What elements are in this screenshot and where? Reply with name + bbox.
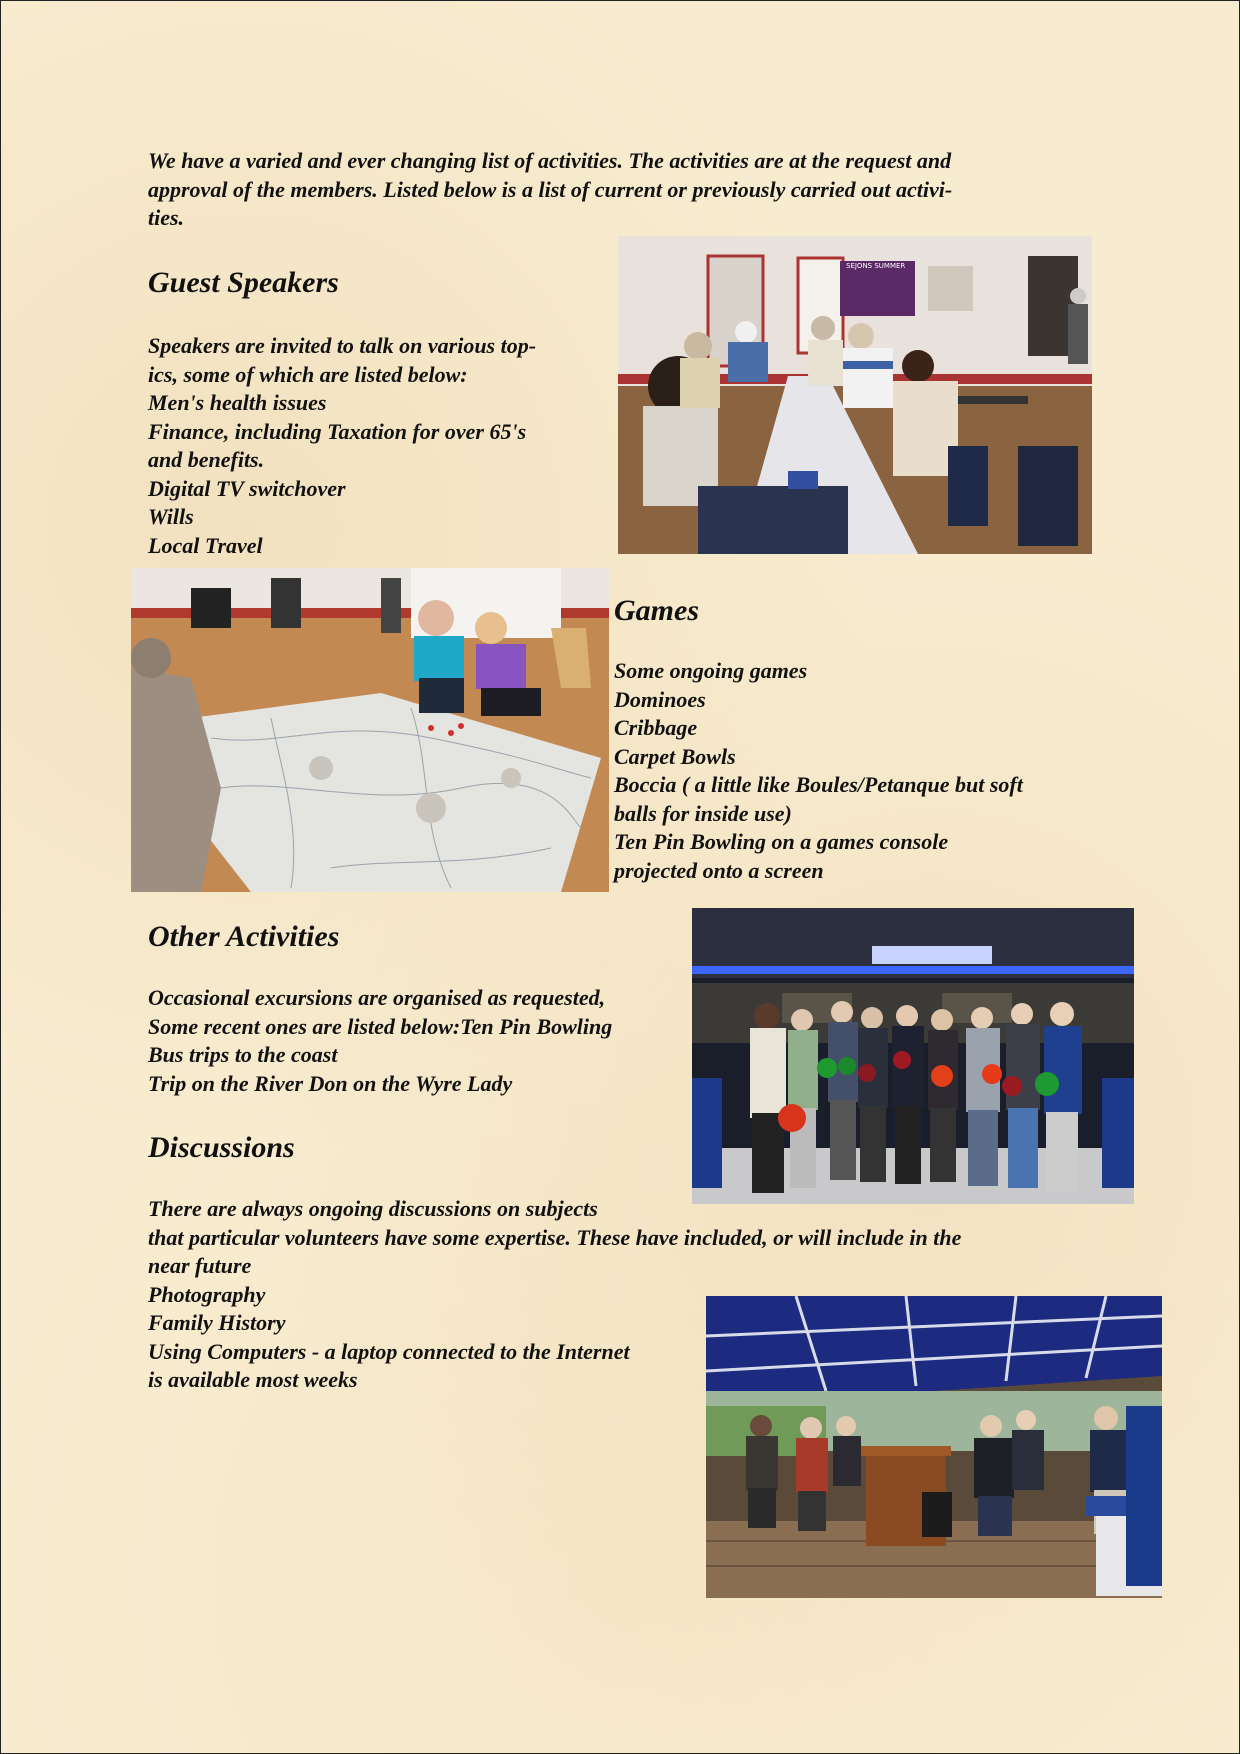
photo-river-boat	[706, 1296, 1162, 1598]
list-item: Carpet Bowls	[614, 743, 736, 769]
photo-floor-map	[131, 568, 609, 892]
list-item: Photography	[148, 1281, 266, 1307]
discussions-heading: Discussions	[148, 1131, 295, 1164]
list-item: Dominoes	[614, 686, 706, 712]
list-item: Family History	[148, 1310, 286, 1335]
guest-speakers-heading: Guest Speakers	[148, 266, 339, 299]
sign-text: SEJONS SUMMER	[846, 262, 906, 270]
list-item: Local Travel	[148, 532, 263, 558]
list-item: Cribbage	[614, 715, 698, 740]
list-item: Bus trips to the coast	[148, 1042, 338, 1067]
list-item: Digital TV switchover	[148, 475, 346, 501]
list-item: ics, some of which are listed below:	[148, 361, 468, 387]
list-item: Some ongoing games	[614, 658, 808, 683]
list-item: Some recent ones are listed below:Ten Pin Bowling	[148, 1013, 613, 1039]
list-item: near future	[148, 1253, 252, 1278]
list-item: balls for inside use)	[614, 800, 792, 826]
list-item: Boccia ( a little like Boules/Petanque but soft	[614, 772, 1023, 797]
list-item: There are always ongoing discussions on subjects	[148, 1196, 598, 1221]
list-item: that particular volunteers have some expertise. These have included, or will include in the	[148, 1224, 962, 1250]
intro-line: ties.	[148, 205, 185, 230]
intro-line: approval of the members. Listed below is a list of current or previously carried out activi-	[148, 176, 953, 202]
list-item: and benefits.	[148, 447, 265, 472]
photo-members-at-table	[618, 236, 1092, 554]
list-item: Finance, including Taxation for over 65's	[148, 418, 527, 444]
list-item: Wills	[148, 504, 194, 529]
list-item: Using Computers - a laptop connected to the Internet	[148, 1338, 630, 1364]
games-heading: Games	[614, 594, 699, 627]
photo-bowling-group	[692, 908, 1134, 1204]
other-activities-list	[148, 984, 612, 1098]
guest-speakers-list	[148, 332, 536, 560]
list-item: Ten Pin Bowling on a games console	[614, 829, 949, 854]
games-list	[614, 657, 1023, 885]
list-item: projected onto a screen	[614, 857, 824, 883]
list-item: Trip on the River Don on the Wyre Lady	[148, 1070, 513, 1096]
other-activities-heading: Other Activities	[148, 920, 340, 953]
list-item: is available most weeks	[148, 1367, 358, 1392]
intro-line: We have a varied and ever changing list of activities. The activities are at the request and	[148, 148, 952, 173]
list-item: Occasional excursions are organised as requested,	[148, 985, 606, 1010]
list-item: Men's health issues	[148, 390, 327, 415]
intro-paragraph	[148, 147, 952, 233]
list-item: Speakers are invited to talk on various top-	[148, 333, 537, 358]
